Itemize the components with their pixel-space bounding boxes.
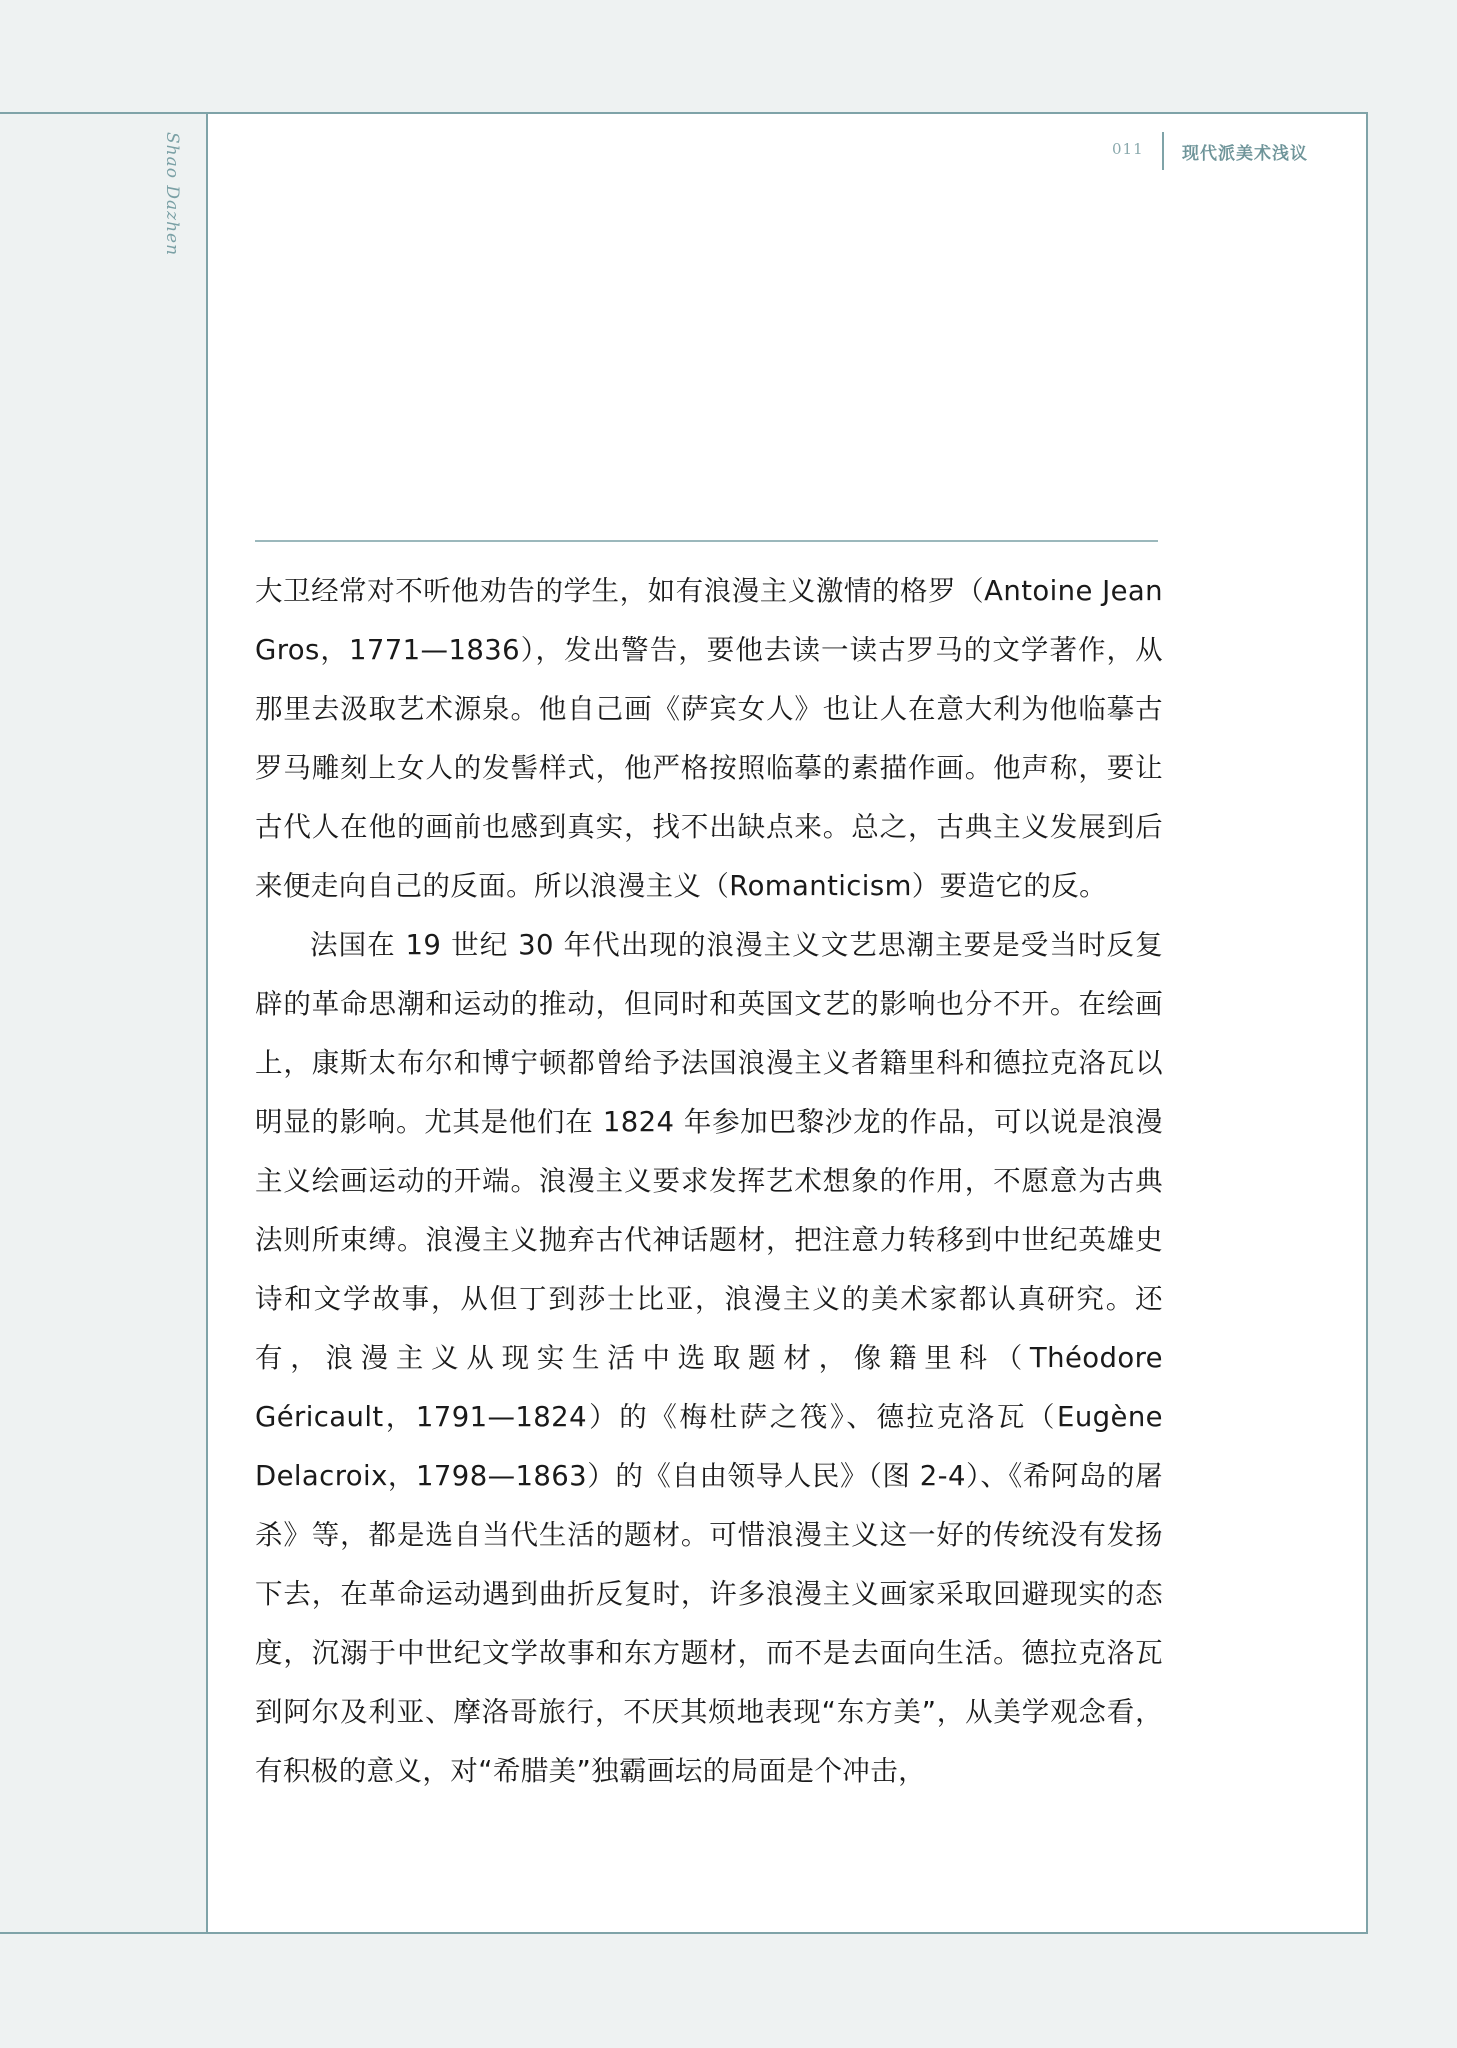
frame-right-rule xyxy=(1366,112,1368,1934)
page-number: 011 xyxy=(1112,140,1144,158)
running-header-title: 现代派美术浅议 xyxy=(1182,144,1308,164)
header-divider xyxy=(1162,132,1164,170)
figure-bottom-rule xyxy=(255,540,1158,542)
paragraph: 法国在 19 世纪 30 年代出现的浪漫主义文艺思潮主要是受当时反复辟的革命思潮和运动的推动，但同时和英国文艺的影响也分不开。在绘画上，康斯太布尔和博宁顿都曾给予法国浪漫主义者籍里科和德拉克洛瓦以明显的影响。尤其是他们在 1824 年参加巴黎沙龙的作品，可以说是浪漫主义绘画运动的开端。浪漫主义要求发挥艺术想象的作用，不愿意为古典法则所束缚。浪漫主义抛弃古代神话题材，把注意力转移到中世纪英雄史诗和文学故事，从但丁到莎士比亚，浪漫主义的美术家都认真研究。还有，浪漫主义从现实生活中选取题材，像籍里科（Théodore Géricault，1791—1824）的《梅杜萨之筏》、德拉克洛瓦（Eugène Delacroix，1798—1863）的《自由领导人民》（图 2-4）、《希阿岛的屠杀》等，都是选自当代生活的题材。可惜浪漫主义这一好的传统没有发扬下去，在革命运动遇到曲折反复时，许多浪漫主义画家采取回避现实的态度，沉溺于中世纪文学故事和东方题材，而不是去面向生活。德拉克洛瓦到阿尔及利亚、摩洛哥旅行，不厌其烦地表现“东方美”，从美学观念看，有积极的意义，对“希腊美”独霸画坛的局面是个冲击， xyxy=(255,929,1163,1787)
body-text xyxy=(255,562,1163,1801)
author-running-title: Shao Dazhen xyxy=(162,132,182,257)
paragraph: 大卫经常对不听他劝告的学生，如有浪漫主义激情的格罗（Antoine Jean Gros，1771—1836），发出警告，要他去读一读古罗马的文学著作，从那里去汲取艺术源泉。他自己画《萨宾女人》也让人在意大利为他临摹古罗马雕刻上女人的发髻样式，他严格按照临摹的素描作画。他声称，要让古代人在他的画前也感到真实，找不出缺点来。总之，古典主义发展到后来便走向自己的反面。所以浪漫主义（Romanticism）要造它的反。 xyxy=(255,575,1163,902)
frame-left-rule xyxy=(206,112,208,1934)
left-margin-strip xyxy=(0,112,206,1934)
